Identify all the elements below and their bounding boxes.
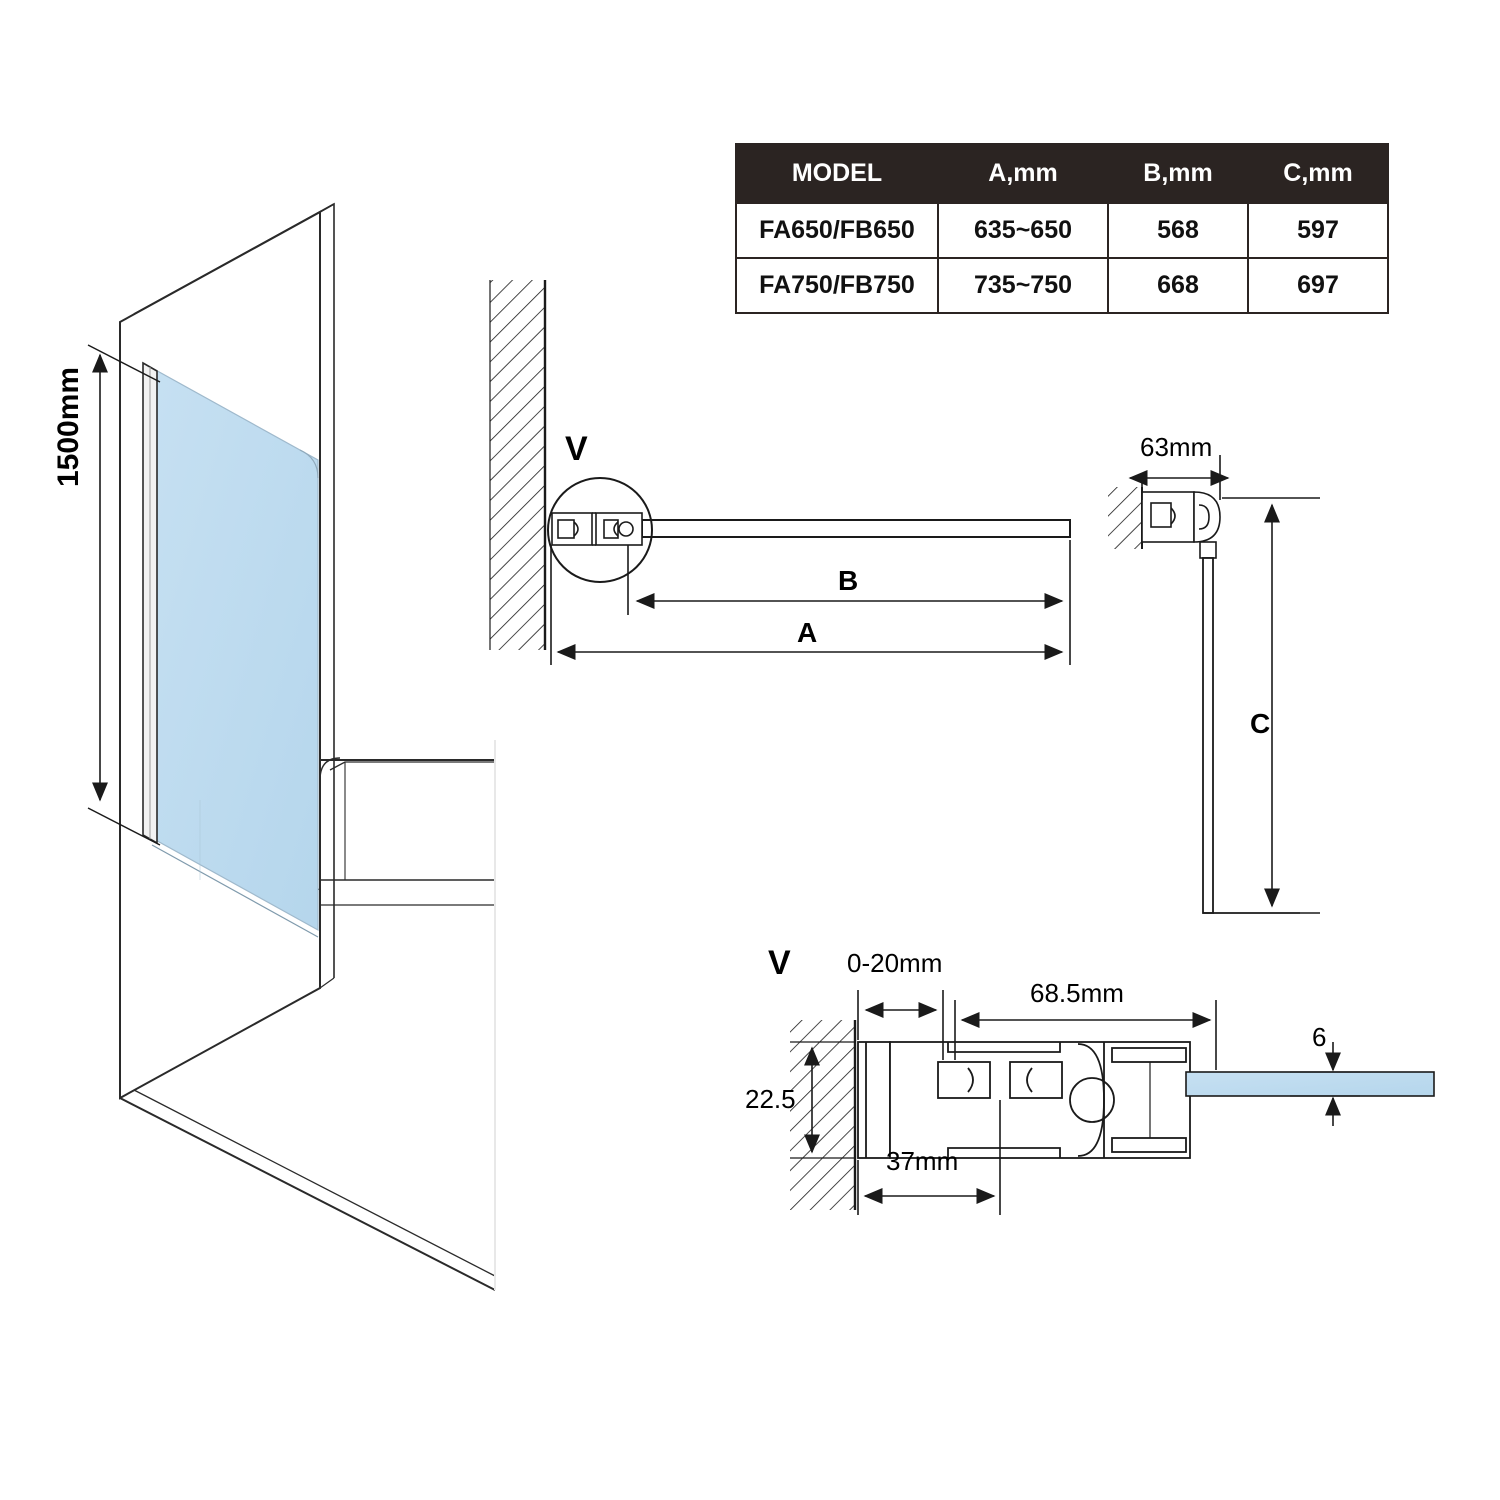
table-header-c: C,mm (1248, 144, 1388, 203)
label-wall-profile-width: 63mm (1140, 432, 1213, 462)
perspective-view (120, 204, 495, 1290)
cell-model: FA650/FB650 (736, 203, 938, 258)
label-adjust-range: 0-20mm (847, 948, 943, 978)
label-glass-thickness: 6 (1312, 1022, 1327, 1052)
cell-c: 697 (1248, 258, 1388, 313)
profile-section-view (790, 990, 1434, 1215)
label-dim-b: B (838, 565, 859, 596)
model-spec-table (735, 143, 1389, 314)
cell-b: 668 (1108, 258, 1248, 313)
cell-a: 735~750 (938, 258, 1108, 313)
table-header-row (736, 144, 1388, 203)
side-elevation-view (1108, 455, 1320, 913)
cell-c: 597 (1248, 203, 1388, 258)
table-row (736, 258, 1388, 313)
table-header-model: MODEL (736, 144, 938, 203)
label-profile-depth: 68.5mm (1030, 978, 1124, 1008)
cell-b: 568 (1108, 203, 1248, 258)
view-marker-top: V (565, 430, 588, 468)
label-dim-c: C (1250, 708, 1271, 739)
table-header-a: A,mm (938, 144, 1108, 203)
cell-model: FA750/FB750 (736, 258, 938, 313)
view-marker-bottom: V (768, 944, 791, 982)
label-profile-height: 22.5 (745, 1084, 796, 1114)
table-row (736, 203, 1388, 258)
label-panel-height: 1500mm (52, 366, 85, 487)
label-dim-a: A (797, 617, 818, 648)
plan-view (490, 280, 1070, 665)
table-header-b: B,mm (1108, 144, 1248, 203)
cell-a: 635~650 (938, 203, 1108, 258)
label-profile-width-37: 37mm (886, 1146, 959, 1176)
